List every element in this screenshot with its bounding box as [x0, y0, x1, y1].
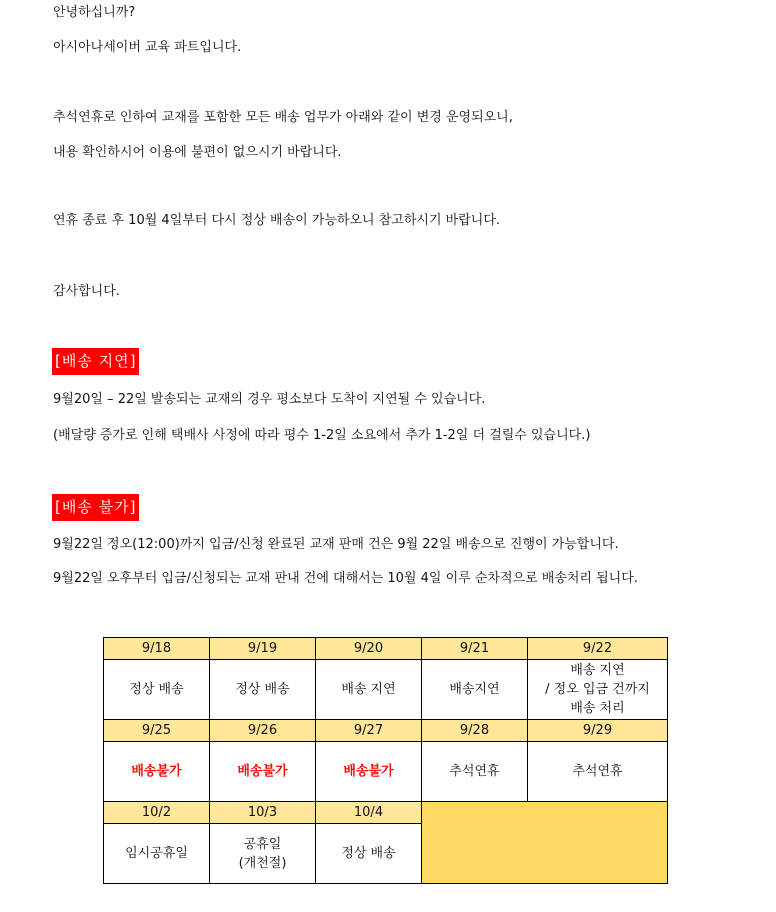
status-line: 배송 처리 — [570, 701, 625, 716]
date-cell: 9/29 — [528, 720, 668, 742]
status-cell: 정상 배송 — [104, 660, 210, 720]
date-cell: 9/20 — [316, 638, 422, 660]
intro-text: 아시아나세이버 교육 파트입니다. — [53, 40, 242, 55]
status-cell: 정상 배송 — [316, 824, 422, 884]
delay-line-1: 9월20일 – 22일 발송되는 교재의 경우 평소보다 도착이 지연될 수 있습니다. — [53, 392, 486, 407]
resume-notice-text: 연휴 종료 후 10월 4일부터 다시 정상 배송이 가능하오니 참고하시기 바랍니다. — [53, 213, 501, 228]
status-line: 배송 지연 — [570, 663, 625, 678]
date-cell: 10/2 — [104, 802, 210, 824]
delivery-schedule-table — [103, 637, 668, 884]
notice-paragraph-line-1: 추석연휴로 인하여 교재를 포함한 모든 배송 업무가 아래와 같이 변경 운영되오니, — [53, 110, 513, 125]
delay-section-heading: [배송 지연] — [52, 348, 139, 375]
status-line: 공휴일 — [243, 836, 282, 852]
notice-paragraph-line-2: 내용 확인하시어 이용에 불편이 없으시기 바랍니다. — [53, 145, 342, 160]
week-2-date-row — [104, 720, 668, 742]
date-cell: 9/22 — [528, 638, 668, 660]
date-cell: 9/27 — [316, 720, 422, 742]
week-2-status-row — [104, 742, 668, 802]
week-3-date-row — [104, 802, 668, 824]
status-cell: 추석연휴 — [422, 742, 528, 802]
delay-line-2: (배달량 증가로 인해 택배사 사정에 따라 평수 1-2일 소요에서 추가 1-2일 더 걸릴수 있습니다.) — [53, 428, 591, 443]
date-cell: 9/21 — [422, 638, 528, 660]
status-cell-unavailable: 배송불가 — [316, 742, 422, 802]
status-cell-multiline — [528, 660, 668, 720]
status-cell: 정상 배송 — [210, 660, 316, 720]
unavailable-line-2: 9월22일 오후부터 입금/신청되는 교재 판내 건에 대해서는 10월 4일 이루 순차적으로 배송처리 됩니다. — [53, 571, 638, 586]
thanks-text: 감사합니다. — [53, 284, 120, 299]
status-cell: 임시공휴일 — [104, 824, 210, 884]
status-cell-unavailable: 배송불가 — [104, 742, 210, 802]
status-cell-unavailable: 배송불가 — [210, 742, 316, 802]
greeting-text: 안녕하십니까? — [53, 5, 136, 20]
date-cell: 10/4 — [316, 802, 422, 824]
week-1-status-row — [104, 660, 668, 720]
unavailable-section-heading: [배송 불가] — [52, 494, 139, 521]
status-cell: 배송지연 — [422, 660, 528, 720]
status-line: / 정오 입금 건까지 — [545, 682, 650, 697]
date-cell: 10/3 — [210, 802, 316, 824]
status-line: (개천절) — [238, 855, 287, 871]
empty-filler-cell — [422, 802, 668, 884]
date-cell: 9/25 — [104, 720, 210, 742]
week-1-date-row — [104, 638, 668, 660]
status-cell-multiline — [210, 824, 316, 884]
unavailable-line-1: 9월22일 정오(12:00)까지 입금/신청 완료된 교재 판매 건은 9월 22일 배송으로 진행이 가능합니다. — [53, 537, 619, 552]
date-cell: 9/26 — [210, 720, 316, 742]
date-cell: 9/28 — [422, 720, 528, 742]
status-cell: 배송 지연 — [316, 660, 422, 720]
date-cell: 9/18 — [104, 638, 210, 660]
date-cell: 9/19 — [210, 638, 316, 660]
status-cell: 추석연휴 — [528, 742, 668, 802]
